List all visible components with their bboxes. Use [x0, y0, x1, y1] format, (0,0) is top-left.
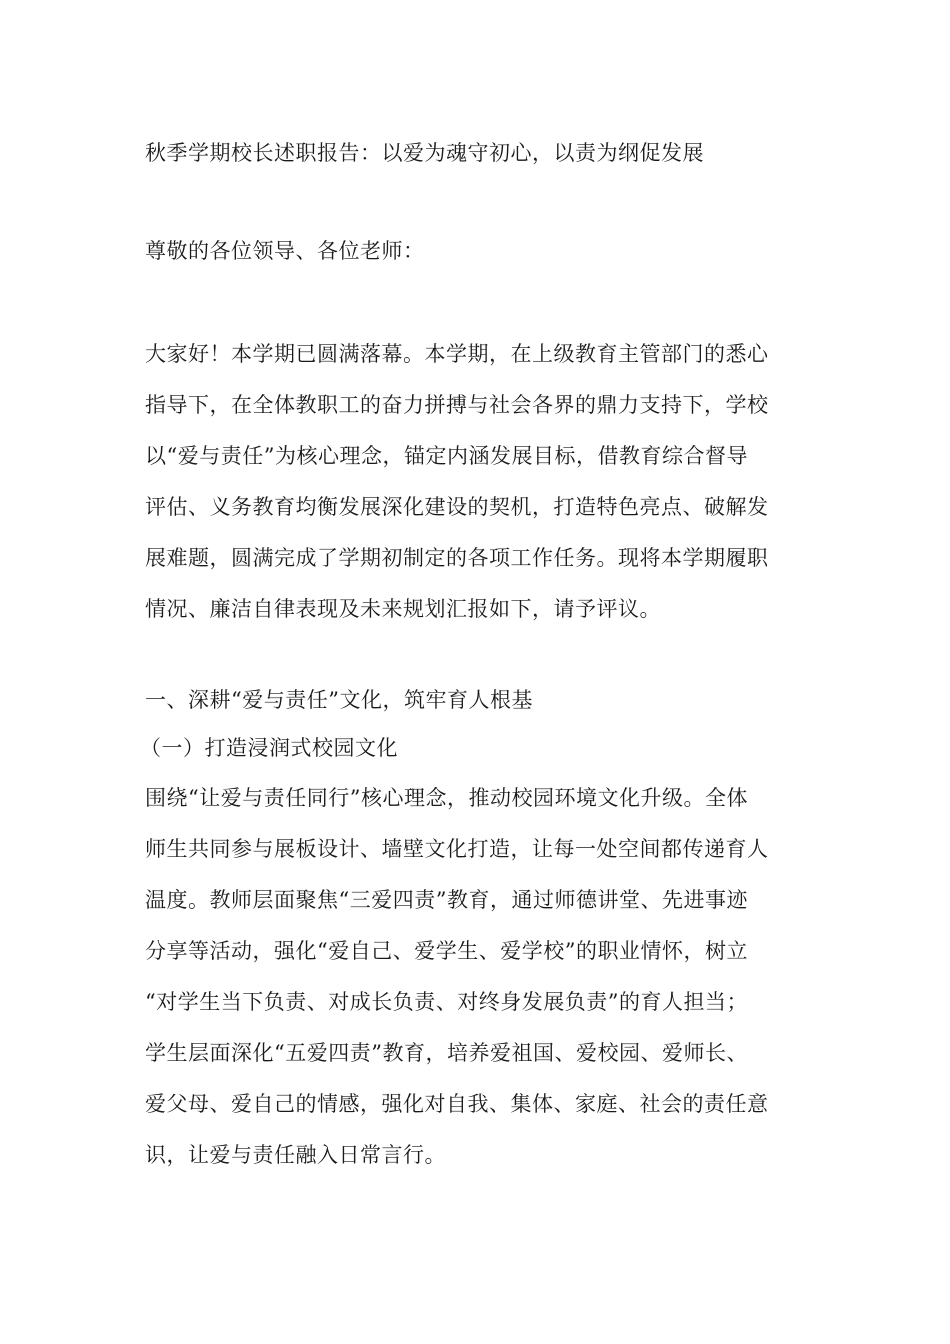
paragraph-line: 温度。教师层面聚焦“三爱四责”教育，通过师德讲堂、先进事迹 [145, 888, 748, 912]
document-title: 秋季学期校长述职报告：以爱为魂守初心，以责为纲促发展 [145, 141, 704, 165]
paragraph-line: 评估、义务教育均衡发展深化建设的契机，打造特色亮点、破解发 [145, 495, 769, 519]
paragraph-line: 围绕“让爱与责任同行”核心理念，推动校园环境文化升级。全体 [145, 786, 748, 810]
greeting: 尊敬的各位领导、各位老师： [145, 239, 425, 263]
paragraph-line: “对学生当下负责、对成长负责、对终身发展负责”的育人担当； [145, 990, 748, 1014]
section-heading: 一、深耕“爱与责任”文化，筑牢育人根基 [145, 688, 533, 712]
paragraph-line: 师生共同参与展板设计、墙壁文化打造，让每一处空间都传递育人 [145, 837, 769, 861]
paragraph-line: 学生层面深化“五爱四责”教育，培养爱祖国、爱校园、爱师长、 [145, 1041, 748, 1065]
paragraph-line: 指导下，在全体教职工的奋力拼搏与社会各界的鼎力支持下，学校 [145, 393, 769, 417]
paragraph-line: 大家好！本学期已圆满落幕。本学期，在上级教育主管部门的悉心 [145, 342, 769, 366]
body-paragraph [145, 773, 815, 1181]
intro-paragraph [145, 329, 815, 635]
paragraph-line: 情况、廉洁自律表现及未来规划汇报如下，请予评议。 [145, 597, 661, 621]
paragraph-line: 分享等活动，强化“爱自己、爱学生、爱学校”的职业情怀，树立 [145, 939, 748, 963]
paragraph-line: 识，让爱与责任融入日常言行。 [145, 1143, 446, 1167]
subsection-heading: （一）打造浸润式校园文化 [140, 736, 398, 760]
paragraph-line: 以“爱与责任”为核心理念，锚定内涵发展目标，借教育综合督导 [145, 444, 748, 468]
paragraph-line: 展难题，圆满完成了学期初制定的各项工作任务。现将本学期履职 [145, 546, 769, 570]
paragraph-line: 爱父母、爱自己的情感，强化对自我、集体、家庭、社会的责任意 [145, 1092, 769, 1116]
